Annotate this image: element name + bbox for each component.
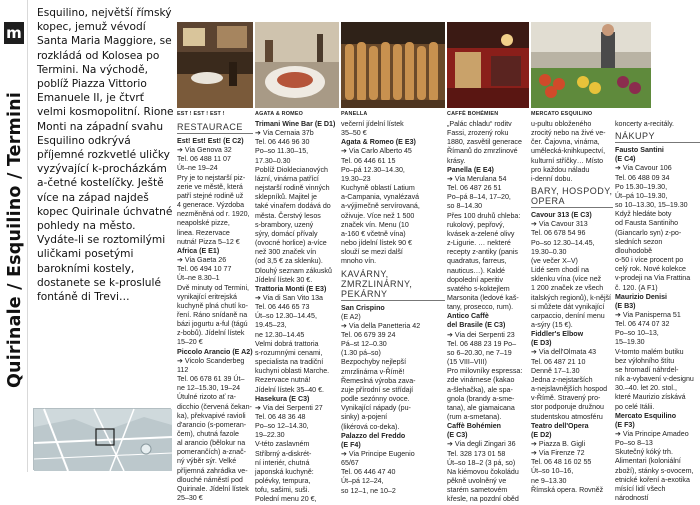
listing-column-4 — [447, 120, 529, 504]
listing-line: ne 12.30–14.45 — [255, 330, 305, 339]
listing-line: podle sezónny ovoce. — [341, 395, 410, 404]
listing-line: Út–ne 19–24 — [177, 164, 218, 173]
listing-line: Tel. 06 48 16 02 55 — [531, 458, 592, 467]
listing-line: v-Římě. Stravený pro- — [531, 394, 601, 403]
photo-est-est-est — [177, 22, 253, 108]
venue-name: del Brasile (E C3) — [447, 321, 506, 330]
listing-line: čer. Čajovna, vinárna, — [531, 138, 600, 147]
listing-line: Tel. 06 678 61 39 Út– — [177, 375, 245, 384]
listing-line: ➔ Via Principe Eugenio — [341, 450, 415, 458]
listing-line: u-pultu obloženého — [531, 120, 592, 128]
listing-column-1 — [177, 120, 253, 503]
listing-line: zboží), stánky s-ovocem, — [615, 466, 694, 475]
listing-line: 4 generace. Výzdoba — [177, 201, 245, 210]
listing-line: ➔ Via Panisperna 51 — [615, 310, 681, 319]
listing-line: Pry je to nejstarší piz- — [177, 173, 246, 182]
listing-line: 30.–40. let 20. stol., — [615, 384, 677, 393]
listing-line: ník a-vybavení v-designu — [615, 375, 694, 384]
listing-line: Na kiémovou čokoládu — [447, 467, 519, 476]
listing-line: al arancio (bělokur na — [177, 439, 246, 448]
listing-line: zuje přírodní se střídají — [341, 385, 414, 394]
listing-line: zrocitý nebo na živé ve- — [531, 129, 606, 138]
venue-name: Trattoria Monti (E E3) — [255, 284, 327, 293]
listing-line: starém sametovém — [447, 486, 508, 495]
listing-line: Tel. 328 173 01 58 — [447, 449, 506, 458]
listing-line: gnola (brandy a-sme- — [447, 394, 515, 403]
listing-line: ➔ Piazza B. Gigli — [531, 440, 586, 448]
listing-line: ➔ Via Merulana 54 — [447, 174, 507, 183]
listing-line: ➔ Vicolo Scanderbeg — [177, 356, 245, 365]
listing-line: slouží se mezi další — [341, 248, 403, 257]
listing-line: Tel. 06 446 65 73 — [255, 303, 310, 312]
listing-line: mísící lidí všech národností — [615, 484, 666, 503]
listing-line: č. 120. (A F1) — [615, 283, 658, 292]
listing-line: bez výlohního štítu — [615, 356, 675, 365]
listing-line: (ve večer X–V) — [531, 256, 578, 265]
venue-name: (E C4) — [615, 155, 636, 164]
listing-line: ření. Ráno snídaně na — [177, 310, 248, 319]
listing-line: se hromadí náhrdel- — [615, 365, 679, 374]
listing-line: Út–pá 12–24, — [341, 477, 384, 486]
listing-line: 112 — [177, 365, 189, 374]
listing-line: nezměněná od r. 1920, — [177, 210, 250, 219]
listing-line: quadratus, farreus, — [447, 257, 507, 266]
listing-line: 1880, zasvětil generace — [447, 138, 522, 147]
listing-line: Římanů do zmrzlinové — [447, 147, 518, 156]
listing-line: bázi jogurtu a-ful (tágú — [177, 320, 248, 329]
listing-line: Když hledáte boty — [615, 210, 672, 219]
listing-line: polévky, tempura, — [255, 477, 311, 486]
venue-name: Agata & Romeo (E E3) — [341, 138, 416, 147]
listing-line: so 12–1, ne 10–2 — [341, 486, 396, 495]
listing-line: Útulné rizoto ať ra- — [177, 393, 237, 402]
section-heading: KAVÁRNY, ZMRZLINÁRNY, PEKÁRNY — [341, 269, 445, 301]
listing-line: ➔ Via di San Vito 13a — [255, 293, 323, 302]
venue-name: Est! Est! Est! (E C2) — [177, 137, 244, 145]
listing-line: 15–19.30 — [615, 338, 645, 347]
listing-line: ➔ Via Cavour 106 — [615, 164, 672, 173]
listing-line: V-tomto malém butiku — [615, 347, 684, 356]
listing-line: a-Campania, vynalézavá — [341, 193, 420, 202]
listing-line: v-prodeji na Via Frattina — [615, 274, 691, 283]
listing-line: a-výjimečně servírovaná, — [341, 202, 420, 211]
listing-line: Lidé sem chodí na — [531, 266, 589, 275]
listing-line: rukolový, pepřový, — [447, 220, 505, 229]
listing-line: Jedna z-nejstarších — [531, 375, 593, 384]
venue-name: Trimani Wine Bar (E D1) — [255, 120, 336, 128]
listing-line: linea. Rezervace — [177, 228, 230, 237]
district-map — [33, 408, 171, 470]
map-graphic — [34, 409, 172, 471]
listing-line: Fassi, zrozený roku — [447, 129, 509, 138]
listing-line: 17.30–0.30 — [255, 156, 291, 165]
listing-column-3 — [341, 120, 445, 495]
listing-line: (1.30 pá–so) — [341, 349, 381, 358]
venue-name: (E F3) — [615, 420, 635, 429]
venue-name: San Crispino — [341, 303, 385, 312]
photo-mercato-esquilino — [531, 22, 651, 108]
listing-line: Alimentari (koloniální — [615, 457, 681, 466]
listing-line: Řemeslná výroba zava- — [341, 376, 416, 385]
listing-line: Po–so 12–14.30, — [255, 422, 309, 431]
listing-line: nejstarší rodině vinných — [255, 184, 330, 193]
photo-caption-4: CAFFÈ BOHÉMIEN — [447, 111, 499, 117]
listing-line: večerní jídelní lístek — [341, 120, 404, 128]
venue-name: (E B3) — [615, 301, 636, 310]
listing-line: značek vín. Menu (10 — [341, 220, 409, 229]
listing-line: Tel. 06 446 61 15 — [341, 156, 396, 165]
listing-line: (rum a-smetana). — [447, 413, 502, 421]
section-heading: RESTAURACE — [177, 122, 253, 134]
listing-line: Pro milovníky espressa: — [447, 367, 523, 376]
listing-line: zde vinárnese (kakao — [447, 376, 515, 385]
listing-line: so 6–20.30, ne 7–19 — [447, 348, 512, 357]
listing-line: 35–50 € — [341, 129, 367, 138]
venue-name: Panella (E E4) — [447, 165, 494, 174]
listing-line: umělecká-knihkupectví, — [531, 147, 606, 156]
venue-name: Caffè Bohémien — [447, 422, 501, 431]
venue-name: Fausto Santini — [615, 146, 664, 155]
listing-line: Quirinale. Jídelní lístek — [177, 484, 249, 493]
listing-line: ka), překvapivé ravioli — [177, 411, 246, 420]
listing-line: Přes 100 druhů chleba: — [447, 211, 521, 220]
listing-line: tofu, sašimi, suši. — [255, 486, 310, 495]
listing-line: Denně 17–1.30 — [531, 366, 580, 375]
listing-line: neapolské pizze, — [177, 219, 230, 228]
listing-column-5 — [531, 120, 613, 494]
photo-caption-2: AGATA & ROMEO — [255, 111, 304, 117]
listing-line: lázní, vinárna patřící — [255, 174, 319, 183]
listing-line: od Fausta Santiniho — [615, 219, 679, 228]
listing-line: (15 VIII–VIII) — [447, 358, 487, 367]
listing-line: ➔ Via Firenze 72 — [531, 449, 585, 458]
section-title-text: Quirinale / Esquilino / Termini — [5, 91, 25, 389]
listing-line: recepty z-antiky (panis — [447, 248, 518, 257]
listing-line: Po–so 11.30–15, — [255, 147, 309, 156]
listing-line: tana), ale giamaicana — [447, 403, 515, 412]
listing-line: Tel. 06 488 11 07 — [177, 155, 231, 164]
listing-line: o-50 i více procent po — [615, 256, 684, 265]
venue-name: Hasekura (E C3) — [255, 394, 310, 403]
listing-column-6 — [615, 120, 700, 503]
listing-line: 25–30 € — [177, 494, 203, 503]
listing-line: specialista na tradiční — [255, 358, 324, 367]
listing-line: Út–ne 8.30–1 — [177, 274, 220, 283]
listing-line: „Palác chladu“ roditv — [447, 120, 512, 128]
listing-line: s-brambory, uzený — [255, 220, 314, 229]
listing-line: Jídelní lístek 30 €. — [255, 275, 313, 284]
listing-line: 19–22.30 — [255, 431, 285, 440]
listing-line: které Maurizio získává — [615, 393, 686, 402]
listing-line: a-nejslavnějších hospod — [531, 385, 608, 394]
listing-line: Tel. 06 487 21 10 — [531, 357, 586, 366]
listing-line: Tel. 06 48 36 48 — [255, 413, 306, 421]
listing-line: 19.30–23 — [341, 174, 371, 183]
listing-line: příjemná zahrádka ve- — [177, 466, 248, 475]
listing-line: ➔ Via Cavour 313 — [531, 220, 588, 229]
listing-line: 65/67 — [341, 459, 359, 468]
listing-line: křesle, na pozdní oběd — [447, 495, 519, 504]
listing-line: Tel. 06 494 10 77 — [177, 265, 232, 274]
listing-line: krásy. — [447, 156, 466, 165]
listing-line: a-sýry (15 €). — [531, 320, 573, 329]
listing-line: 15–20 € — [177, 338, 203, 347]
listing-line: ➔ Via Cernaia 37b — [255, 129, 314, 138]
venue-name: Mercato Esquilino — [615, 411, 677, 420]
venue-name: Palazzo del Freddo — [341, 431, 406, 440]
listing-line: pro každou náladu — [531, 165, 590, 174]
listing-line: sinky) a-pojení — [341, 413, 388, 422]
listing-line: pěkně uvolněný ve — [447, 477, 507, 486]
listing-line: než 300 značek vín — [255, 248, 317, 257]
listing-line: Tel. 06 474 07 32 — [615, 320, 670, 329]
listing-line: patří stejné rodině už — [177, 191, 244, 200]
listing-line: sklenku vína (více než — [531, 275, 602, 284]
listing-line: (Giancarlo syn) z-po- — [615, 228, 682, 237]
listing-line: studentskou atmosféru — [531, 412, 603, 421]
listing-line: ne 12–15.30, 19–24 — [177, 384, 241, 393]
listing-line: Út–so 12.30–14.45, — [255, 312, 317, 321]
listing-line: ➔ Via dell'Olmata 43 — [531, 348, 597, 357]
listing-line: Dlouhý seznam zákusků — [255, 266, 332, 275]
listing-line: Jídelní lístek 35–40 €. — [255, 385, 325, 394]
listing-line: ➔ Via dei Serpenti 23 — [447, 330, 515, 339]
listing-line: také vinařem dodává do — [255, 202, 331, 211]
listing-line: Út–pá 10–19.30, — [615, 191, 668, 200]
listing-line: ➔ Via degli Zingari 36 — [447, 440, 516, 449]
listing-line: d'arancio (s-pomeran- — [177, 420, 247, 429]
listing-line: kuchyni oblasti Marche. — [255, 367, 330, 376]
venue-name: (E F4) — [341, 440, 361, 449]
listing-line: nutná! Pizza 5–12 € — [177, 237, 240, 246]
photo-panella — [341, 22, 445, 108]
venue-name: Teatro dell'Opera — [531, 421, 589, 430]
listing-line: celý rok. Nové kolekce — [615, 265, 686, 274]
listing-line: zmrzlinárna v-Římě! — [341, 367, 405, 376]
listing-column-2 — [255, 120, 339, 504]
listing-line: pomerančích) a-znač- — [177, 448, 246, 457]
listing-line: nauticus…). Kaldé — [447, 266, 505, 275]
listing-line: stor podporuje družnou — [531, 403, 604, 412]
listing-line: Tel. 06 446 96 30 — [255, 138, 310, 147]
listing-line: Tel. 06 446 47 40 — [341, 468, 396, 477]
listing-line: města. Čerstvý lesos — [255, 211, 321, 220]
listing-line: carpaccio, deníní menu — [531, 311, 605, 320]
section-heading: BARY, HOSPODY, OPERA — [531, 186, 613, 207]
listing-line: Tel. 06 488 09 34 — [615, 173, 670, 182]
listing-line: etnické koření a-exotika — [615, 475, 690, 484]
intro-text: Esquilino, největší římský kopec, jemuž vévodí Santa Maria Maggiore, se rozkládá od Kolosea po Termini. Na východě, poblíž Piazza Vittorio Emanuele II, je čtvrť velmi kosmopolitní. Rione Monti na západní svahu Esquilino odkrývá příjemné rozkvetlé uličky vyzývající k-procházkám a-četné kostelíčky. Ještě více na západ najdeš kopec Quirinale úchvatné pohledy na město. Vydáte-li se roztomilými uličkami posetými barokními kostely, dostanete se k-proslulé fontáně di Trevi… — [37, 6, 175, 406]
listing-line: kulturní stříčky… Místo — [531, 156, 604, 165]
listing-line: (ovocné horlice) a-více — [255, 239, 327, 248]
photo-caption-3: PANELLA — [341, 111, 368, 117]
listing-line: oživuje. Více než 1 500 — [341, 211, 415, 220]
listing-line: 1 200 značek ze všech — [531, 284, 604, 293]
listing-line: (od 3,5 € za sklenku). — [255, 257, 323, 266]
photo-caption-5: MERCATO ESQUILINO — [531, 111, 593, 117]
listing-line: dopolední aperitiv — [447, 275, 504, 284]
listing-line: ne 9–13.30 — [531, 476, 567, 485]
listing-line: Tel. 06 678 54 96 — [531, 229, 586, 238]
listing-line: sledních sezon dlouhodobě — [615, 237, 663, 255]
listing-line: Út–so 18–2 (3 pá, so) — [447, 458, 516, 467]
listing-line: Dvě minuty od Termini, — [177, 283, 250, 292]
listing-line: so 8–14.30 — [447, 202, 483, 211]
listing-line: Po–so 12.30–14.45, — [531, 238, 595, 247]
venue-name: (E D3) — [531, 339, 552, 348]
listing-line: (E A2) — [341, 312, 361, 321]
listing-line: ný výběr sýr. Velké — [177, 457, 237, 466]
listing-line: Po–pá 8–14, 17–20, — [447, 193, 511, 202]
photo-caffe-bohemien — [447, 22, 529, 108]
listing-line: a-160 € včetně vína) — [341, 229, 406, 238]
listing-line: po celé Itálii. — [615, 402, 655, 411]
venue-name: (E D2) — [531, 430, 552, 439]
listing-line: ➔ Via Gaeta 26 — [177, 256, 227, 265]
listing-line: Římská opera. Rovněž — [531, 485, 604, 494]
section-heading: NÁKUPY — [615, 131, 700, 143]
listing-line: a-šlehačka), ale spa- — [447, 385, 513, 394]
listing-line: Bezpochyby nejlepší — [341, 358, 407, 367]
listing-line: Kuchyně oblastí Latium — [341, 184, 415, 193]
listing-line: Marsonita (ledové kaš- — [447, 293, 519, 302]
listing-line: 19.45–23, — [255, 321, 287, 330]
listing-line: dlouché náměstí pod — [177, 475, 243, 484]
listing-line: 19.30–0.30 — [531, 247, 567, 256]
listing-line: koncerty a-recitály. — [615, 120, 675, 128]
listing-line: Skutečný kóký trh. — [615, 448, 673, 457]
section-tab — [0, 0, 28, 472]
listing-line: z-Ligurie. … nekteré — [447, 239, 511, 248]
photo-caption-1: EST ! EST ! EST ! — [177, 111, 225, 117]
listing-line: Po–pá 12.30–14.30, — [341, 165, 405, 174]
listing-line: Po–so 8–13 — [615, 439, 653, 448]
section-badge: m — [4, 22, 24, 44]
venue-name: Fiddler's Elbow — [531, 330, 584, 339]
listing-line: tany, prosecco, rum). — [447, 303, 514, 312]
listing-line: so 10–13.30, 15–19.30 — [615, 201, 688, 210]
listing-line: ➔ Via Carlo Alberto 45 — [341, 147, 412, 156]
venue-name: (E C3) — [447, 431, 468, 440]
listing-line: Vynikající nápady (pu- — [341, 404, 411, 413]
listing-line: Tel. 06 679 39 24 — [341, 330, 396, 339]
listing-line: čem), chutná fazole — [177, 430, 239, 438]
listing-line: z-bobů). Jídelní lístek — [177, 329, 245, 338]
section-title — [3, 60, 27, 420]
listing-line: svatého s-koktejlem — [447, 284, 510, 293]
photo-agata-romeo — [255, 22, 339, 108]
listing-line: Poblíž Dioklecianových — [255, 165, 328, 174]
venue-name: Piccolo Arancio (E A2) — [177, 347, 253, 356]
listing-line: Polední menu 20 €, — [255, 495, 317, 504]
listing-line: Velmi dobrá trattoria — [255, 339, 319, 348]
listing-line: s-rozumnými cenami, — [255, 348, 323, 357]
listing-line: Po–so 10–13, — [615, 329, 659, 338]
listing-line: Pá–st 12–0.30 — [341, 340, 387, 349]
listing-line: kvásek a-zelené olivy — [447, 229, 515, 238]
listing-line: Tel. 06 487 26 51 — [447, 184, 502, 193]
listing-line: si můžete dát vynikající — [531, 302, 605, 311]
venue-name: Africa (E E1) — [177, 246, 220, 255]
listing-line: kuchyně plná chutí ko- — [177, 301, 248, 310]
venue-name: Maurizio Denisi — [615, 292, 668, 301]
listing-line: Tel. 06 488 23 19 Po– — [447, 339, 517, 348]
venue-name: Cavour 313 (E C3) — [531, 211, 592, 220]
listing-line: italských regionů), k-nější — [531, 293, 612, 302]
listing-line: japonská kuchyně: — [255, 467, 314, 476]
listing-line: ní interiér, chutná — [255, 458, 310, 467]
listing-line: Rezervace nutná! — [255, 376, 311, 385]
listing-line: sýry, domácí přívaly — [255, 229, 318, 238]
listing-line: vynikající eritrejská — [177, 292, 237, 301]
listing-line: Út–so 10–16, — [531, 467, 574, 476]
listing-line: nebo jídelní lístek 90 € — [341, 239, 412, 248]
listing-line: ➔ Via della Panetteria 42 — [341, 321, 421, 330]
listing-line: ➔ Via Principe Amadeo — [615, 430, 689, 438]
listing-line: sklepníků. Majitel je — [255, 193, 317, 202]
listing-line: Po 15.30–19.30, — [615, 182, 668, 191]
listing-line: i-denní dobu. — [531, 174, 573, 183]
listing-line: dicchio (červená čekan- — [177, 402, 252, 411]
listing-line: Stříbrný a-diskrét- — [255, 449, 312, 458]
listing-line: zerie ve městě, která — [177, 182, 243, 191]
listing-line: V-této zaslavném — [255, 440, 310, 449]
venue-name: Antico Caffè — [447, 312, 489, 321]
listing-line: ➔ Via Genova 32 — [177, 146, 232, 155]
listing-line: mnoho vín. — [341, 257, 377, 266]
listing-line: (likérová co-deka). — [341, 422, 400, 431]
listing-line: ➔ Via dei Serpenti 27 — [255, 403, 323, 412]
